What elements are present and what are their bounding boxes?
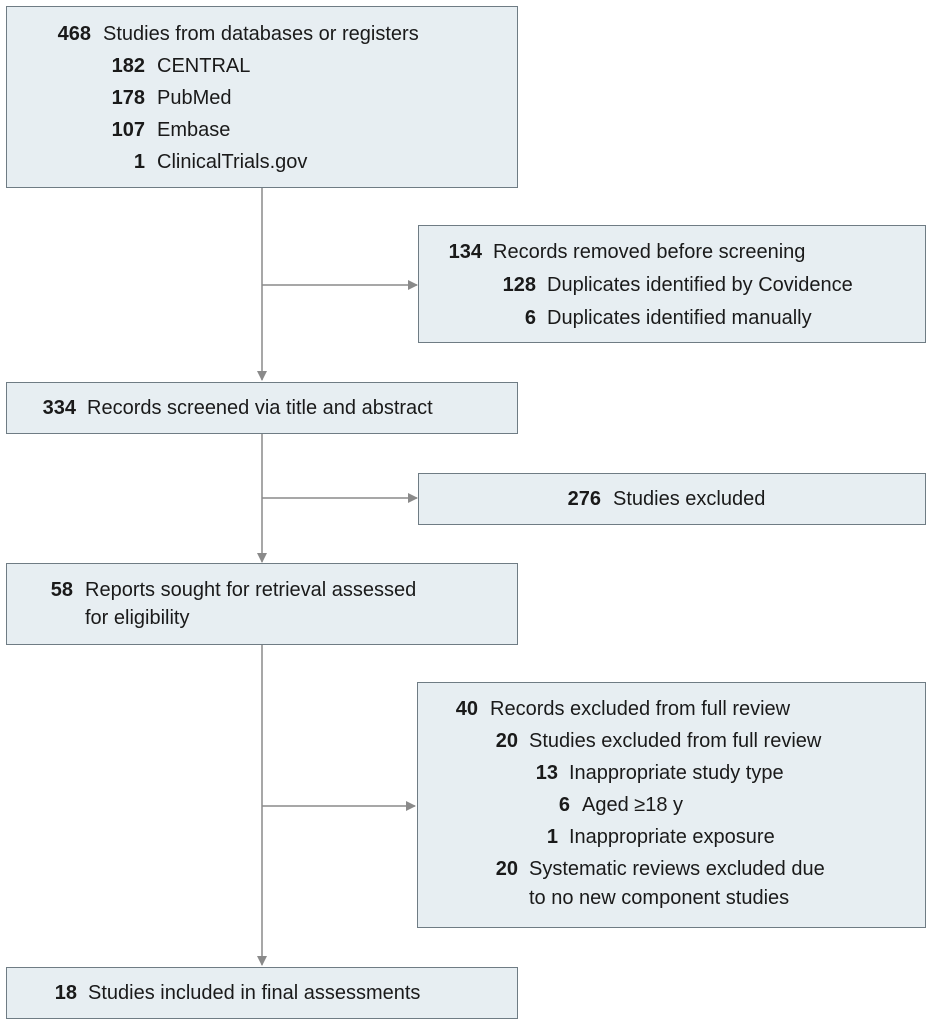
box-included: 18 Studies included in final assessments xyxy=(6,967,518,1019)
box-excluded-full: 40 Records excluded from full review 20 Studies excluded from full review 13 Inappropriate study type 6 Aged ≥18 y 1 Inappropriate exposure 20 Systematic reviews excluded due to no new component studies xyxy=(417,682,926,928)
box-screened: 334 Records screened via title and abstract xyxy=(6,382,518,434)
box-removed: 134 Records removed before screening 128 Duplicates identified by Covidence 6 Duplicates identified manually xyxy=(418,225,926,343)
box-excluded-screening: 276 Studies excluded xyxy=(418,473,926,525)
box-eligibility: 58 Reports sought for retrieval assessed for eligibility xyxy=(6,563,518,645)
box-identified: 468 Studies from databases or registers 182 CENTRAL 178 PubMed 107 Embase 1 ClinicalTrials.gov xyxy=(6,6,518,188)
